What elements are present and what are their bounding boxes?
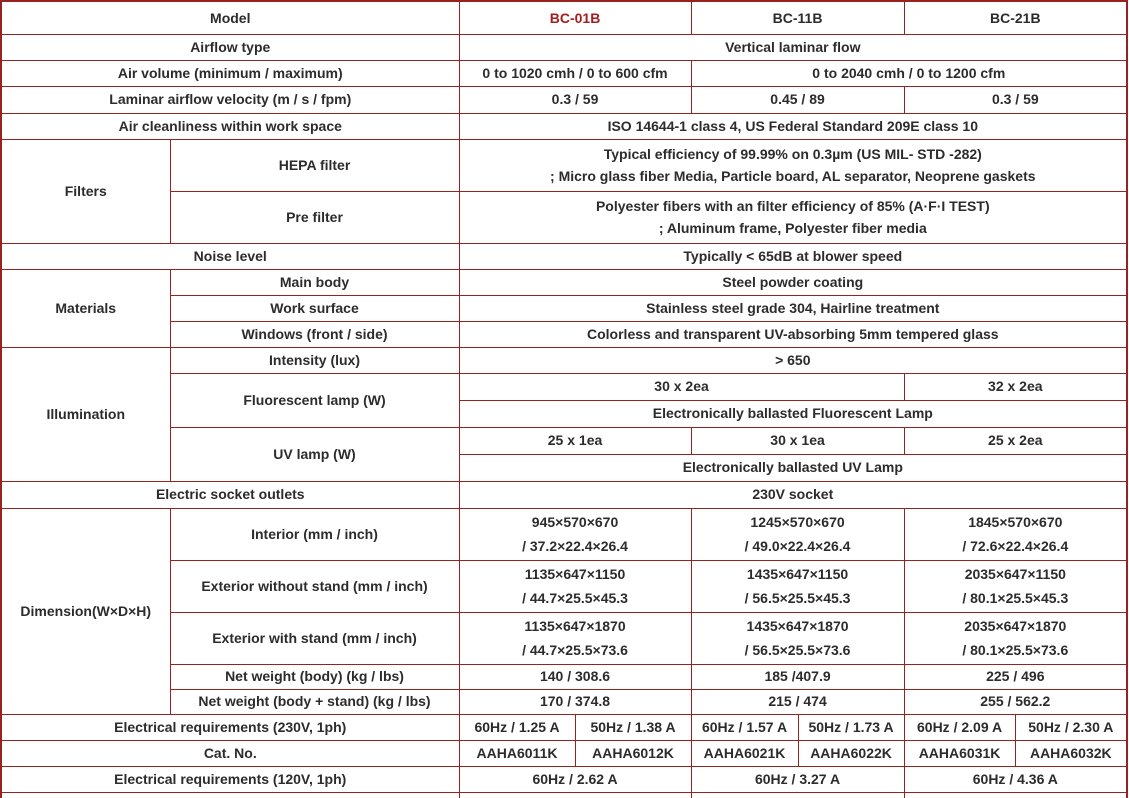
electric-socket-row-cell-1: 230V socket [459,481,1127,508]
airflow-velocity-row-cell-3: 0.3 / 59 [904,86,1127,113]
dimension-interior-row-cell-1: Interior (mm / inch) [170,508,459,560]
net-weight-body-row-cell-1: 140 / 308.6 [459,664,691,689]
fluorescent-ballast-row-cell-0: Electronically ballasted Fluorescent Lamp [459,400,1127,427]
air-cleanliness-row [1,113,1127,139]
materials-work-surface-row [1,295,1127,321]
materials-windows-row-cell-0: Windows (front / side) [170,321,459,347]
air-volume-row-cell-1: 0 to 1020 cmh / 0 to 600 cfm [459,60,691,86]
cell-line: 1435×647×1150 [746,566,849,582]
cell-line: 1435×647×1870 [746,618,849,634]
airflow-type-row [1,34,1127,60]
electrical-230v-row-cell-3: 60Hz / 1.57 A [691,714,798,740]
cat-no-row-cell-3: AAHA6021K [691,740,798,766]
cell-line: / 72.6×22.4×26.4 [962,538,1069,554]
dimension-interior-row-cell-3 [691,508,904,560]
header-row-cell-1: BC-01B [459,1,691,34]
cell-line: 2035×647×1870 [964,618,1067,634]
air-cleanliness-row-cell-1: ISO 14644-1 class 4, US Federal Standard 209E class 10 [459,113,1127,139]
fluorescent-lamp-row-cell-0: Fluorescent lamp (W) [170,373,459,427]
illumination-intensity-row-cell-1: Intensity (lux) [170,347,459,373]
fluorescent-lamp-row [1,373,1127,400]
cat-no-row-cell-1: AAHA6011K [459,740,575,766]
fluorescent-lamp-row-cell-2: 32 x 2ea [904,373,1127,400]
header-row-cell-3: BC-21B [904,1,1127,34]
illumination-intensity-row-cell-0: Illumination [1,347,170,481]
net-weight-body-stand-row-cell-1: 170 / 374.8 [459,689,691,714]
cat-no-row-cell-0: Cat. No. [1,740,459,766]
uv-lamp-row-cell-3: 25 x 2ea [904,427,1127,454]
electric-socket-row [1,481,1127,508]
electrical-230v-row-cell-6: 50Hz / 2.30 A [1015,714,1127,740]
electrical-230v-row-cell-5: 60Hz / 2.09 A [904,714,1015,740]
dimension-exterior-with-stand-row-cell-3 [904,612,1127,664]
cat-no-row-cell-4: AAHA6022K [798,740,904,766]
materials-work-surface-row-cell-0: Work surface [170,295,459,321]
dimension-interior-row-cell-2 [459,508,691,560]
cropped-bottom-row-cell-1 [459,792,691,798]
materials-main-body-row-cell-1: Main body [170,269,459,295]
electrical-120v-row-cell-0: Electrical requirements (120V, 1ph) [1,766,459,792]
electrical-230v-row-cell-2: 50Hz / 1.38 A [575,714,691,740]
header-row-cell-2: BC-11B [691,1,904,34]
cell-line: 1135×647×1870 [524,618,626,634]
airflow-velocity-row-cell-2: 0.45 / 89 [691,86,904,113]
cell-line: 1245×570×670 [750,514,845,530]
cropped-bottom-row-cell-3 [904,792,1127,798]
cell-line: ; Aluminum frame, Polyester fiber media [658,220,927,236]
dimension-exterior-with-stand-row-cell-0: Exterior with stand (mm / inch) [170,612,459,664]
cell-line: Typical efficiency of 99.99% on 0.3µm (US MIL- STD -282) [603,146,982,162]
hepa-filter-row-cell-1: HEPA filter [170,139,459,191]
cell-line: / 49.0×22.4×26.4 [744,538,851,554]
uv-lamp-row [1,427,1127,454]
cell-line: 1845×570×670 [968,514,1063,530]
uv-lamp-row-cell-2: 30 x 1ea [691,427,904,454]
electrical-120v-row-cell-2: 60Hz / 3.27 A [691,766,904,792]
cell-line: / 44.7×25.5×45.3 [522,590,628,606]
cropped-bottom-row-cell-0 [1,792,459,798]
cropped-bottom-row [1,792,1127,798]
net-weight-body-stand-row [1,689,1127,714]
cell-line: Polyester fibers with an filter efficiency of 85% (A·F·I TEST) [595,198,990,214]
materials-main-body-row-cell-0: Materials [1,269,170,347]
noise-level-row [1,243,1127,269]
illumination-intensity-row [1,347,1127,373]
dimension-exterior-without-stand-row-cell-0: Exterior without stand (mm / inch) [170,560,459,612]
electrical-230v-row-cell-1: 60Hz / 1.25 A [459,714,575,740]
net-weight-body-stand-row-cell-0: Net weight (body + stand) (kg / lbs) [170,689,459,714]
air-cleanliness-row-cell-0: Air cleanliness within work space [1,113,459,139]
electrical-120v-row [1,766,1127,792]
pre-filter-row-cell-0: Pre filter [170,191,459,243]
hepa-filter-row [1,139,1127,191]
uv-lamp-row-cell-0: UV lamp (W) [170,427,459,481]
air-volume-row-cell-2: 0 to 2040 cmh / 0 to 1200 cfm [691,60,1127,86]
airflow-velocity-row-cell-0: Laminar airflow velocity (m / s / fpm) [1,86,459,113]
cell-line: / 37.2×22.4×26.4 [522,538,628,554]
electrical-230v-row [1,714,1127,740]
dimension-exterior-with-stand-row-cell-1 [459,612,691,664]
airflow-velocity-row [1,86,1127,113]
net-weight-body-stand-row-cell-2: 215 / 474 [691,689,904,714]
materials-main-body-row [1,269,1127,295]
fluorescent-lamp-row-cell-1: 30 x 2ea [459,373,904,400]
pre-filter-row-cell-1 [459,191,1127,243]
net-weight-body-row-cell-2: 185 /407.9 [691,664,904,689]
air-volume-row [1,60,1127,86]
noise-level-row-cell-0: Noise level [1,243,459,269]
cell-line: / 44.7×25.5×73.6 [522,642,628,658]
cell-line: ; Micro glass fiber Media, Particle board, AL separator, Neoprene gaskets [550,168,1036,184]
net-weight-body-stand-row-cell-3: 255 / 562.2 [904,689,1127,714]
airflow-velocity-row-cell-1: 0.3 / 59 [459,86,691,113]
net-weight-body-row-cell-0: Net weight (body) (kg / lbs) [170,664,459,689]
net-weight-body-row [1,664,1127,689]
net-weight-body-row-cell-3: 225 / 496 [904,664,1127,689]
air-volume-row-cell-0: Air volume (minimum / maximum) [1,60,459,86]
cropped-bottom-row-cell-2 [691,792,904,798]
cell-line: / 56.5×25.5×45.3 [744,590,851,606]
cat-no-row-cell-5: AAHA6031K [904,740,1015,766]
dimension-interior-row-cell-0: Dimension(W×D×H) [1,508,170,714]
materials-windows-row-cell-1: Colorless and transparent UV-absorbing 5mm tempered glass [459,321,1127,347]
dimension-interior-row [1,508,1127,560]
cell-line: 945×570×670 [531,514,619,530]
cat-no-row [1,740,1127,766]
airflow-type-row-cell-1: Vertical laminar flow [459,34,1127,60]
electrical-120v-row-cell-3: 60Hz / 4.36 A [904,766,1127,792]
dimension-exterior-without-stand-row-cell-3 [904,560,1127,612]
materials-windows-row [1,321,1127,347]
cat-no-row-cell-2: AAHA6012K [575,740,691,766]
cell-line: / 80.1×25.5×73.6 [962,642,1069,658]
cat-no-row-cell-6: AAHA6032K [1015,740,1127,766]
dimension-exterior-without-stand-row-cell-1 [459,560,691,612]
hepa-filter-row-cell-2 [459,139,1127,191]
electrical-230v-row-cell-4: 50Hz / 1.73 A [798,714,904,740]
cell-line: / 80.1×25.5×45.3 [962,590,1069,606]
dimension-exterior-without-stand-row [1,560,1127,612]
dimension-exterior-without-stand-row-cell-2 [691,560,904,612]
uv-ballast-row-cell-0: Electronically ballasted UV Lamp [459,454,1127,481]
dimension-exterior-with-stand-row-cell-2 [691,612,904,664]
hepa-filter-row-cell-0: Filters [1,139,170,243]
cell-line: 2035×647×1150 [964,566,1066,582]
cell-line: 1135×647×1150 [524,566,626,582]
electrical-120v-row-cell-1: 60Hz / 2.62 A [459,766,691,792]
header-row-cell-0: Model [1,1,459,34]
dimension-exterior-with-stand-row [1,612,1127,664]
cell-line: / 56.5×25.5×73.6 [744,642,851,658]
dimension-interior-row-cell-4 [904,508,1127,560]
header-row [1,1,1127,34]
electrical-230v-row-cell-0: Electrical requirements (230V, 1ph) [1,714,459,740]
materials-main-body-row-cell-2: Steel powder coating [459,269,1127,295]
airflow-type-row-cell-0: Airflow type [1,34,459,60]
electric-socket-row-cell-0: Electric socket outlets [1,481,459,508]
uv-lamp-row-cell-1: 25 x 1ea [459,427,691,454]
illumination-intensity-row-cell-2: > 650 [459,347,1127,373]
noise-level-row-cell-1: Typically < 65dB at blower speed [459,243,1127,269]
materials-work-surface-row-cell-1: Stainless steel grade 304, Hairline treatment [459,295,1127,321]
pre-filter-row [1,191,1127,243]
